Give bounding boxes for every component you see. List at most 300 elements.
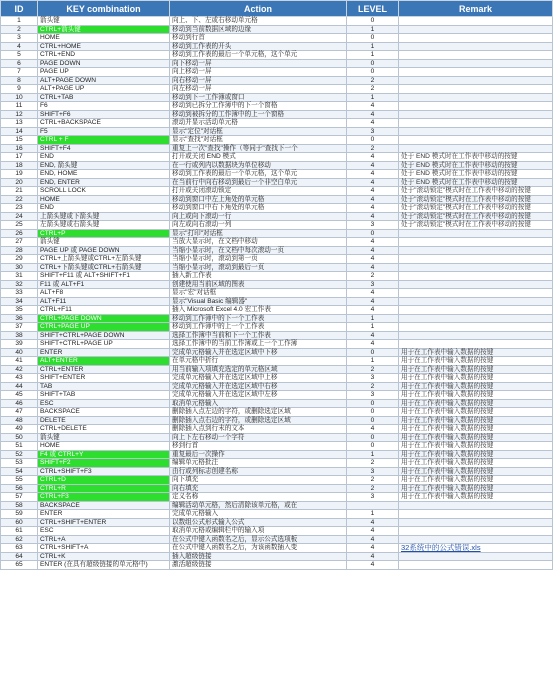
cell-action[interactable]: 在公式中键入函数名之后，显示公式选项板 — [170, 535, 347, 544]
cell-action[interactable]: 完成单元格输入并在选定区域中左移 — [170, 391, 347, 400]
cell-action[interactable]: 移动到工作表的最后一个单元格，这个单元 — [170, 170, 347, 179]
cell-remark[interactable]: 处于"滚动锁定"模式时在工作表中移动的按键 — [399, 204, 553, 213]
cell-remark[interactable] — [399, 306, 553, 315]
cell-remark[interactable] — [399, 102, 553, 111]
cell-id[interactable]: 48 — [1, 416, 38, 425]
cell-remark[interactable]: 用于在工作表中输入数据的按键 — [399, 374, 553, 383]
cell-key-combination[interactable]: ESC — [38, 399, 170, 408]
cell-level[interactable] — [347, 501, 399, 510]
cell-action[interactable]: 移动到工作簿中的下一个工作表 — [170, 314, 347, 323]
cell-key-combination[interactable]: ENTER (在具有超级链接的单元格中) — [38, 561, 170, 570]
cell-key-combination[interactable]: DELETE — [38, 416, 170, 425]
cell-key-combination[interactable]: CTRL + F — [38, 136, 170, 145]
cell-level[interactable]: 4 — [347, 289, 399, 298]
cell-remark[interactable] — [399, 272, 553, 281]
cell-key-combination[interactable]: ENTER — [38, 510, 170, 519]
cell-id[interactable]: 64 — [1, 552, 38, 561]
cell-level[interactable]: 4 — [347, 297, 399, 306]
cell-id[interactable]: 56 — [1, 484, 38, 493]
cell-remark[interactable]: 用于在工作表中输入数据的按键 — [399, 476, 553, 485]
cell-action[interactable]: 向上移动一屏 — [170, 68, 347, 77]
cell-action[interactable]: 向右移动一屏 — [170, 76, 347, 85]
cell-key-combination[interactable]: HOME — [38, 442, 170, 451]
cell-id[interactable]: 58 — [1, 501, 38, 510]
cell-remark[interactable]: 用于在工作表中输入数据的按键 — [399, 450, 553, 459]
cell-id[interactable]: 53 — [1, 459, 38, 468]
header-key-combination[interactable]: KEY combination — [38, 1, 170, 17]
cell-id[interactable]: 33 — [1, 289, 38, 298]
cell-key-combination[interactable]: ALT+ENTER — [38, 357, 170, 366]
cell-remark[interactable]: 用于在工作表中输入数据的按键 — [399, 365, 553, 374]
cell-action[interactable]: 移到行首 — [170, 442, 347, 451]
cell-level[interactable]: 0 — [347, 416, 399, 425]
cell-key-combination[interactable]: END — [38, 153, 170, 162]
cell-key-combination[interactable]: SHIFT+F11 或 ALT+SHIFT+F1 — [38, 272, 170, 281]
cell-key-combination[interactable]: END, ENTER — [38, 178, 170, 187]
cell-id[interactable]: 6 — [1, 59, 38, 68]
cell-action[interactable]: 在公式中键入函数名之后，为该函数插入变 — [170, 544, 347, 553]
cell-remark[interactable]: 用于在工作表中输入数据的按键 — [399, 484, 553, 493]
cell-key-combination[interactable]: END — [38, 204, 170, 213]
cell-id[interactable]: 52 — [1, 450, 38, 459]
cell-level[interactable]: 4 — [347, 161, 399, 170]
cell-level[interactable]: 0 — [347, 348, 399, 357]
cell-remark[interactable] — [399, 68, 553, 77]
cell-key-combination[interactable]: CTRL+上箭头键或CTRL+左箭头键 — [38, 255, 170, 264]
cell-key-combination[interactable]: CTRL+HOME — [38, 42, 170, 51]
cell-level[interactable]: 4 — [347, 212, 399, 221]
cell-level[interactable]: 1 — [347, 25, 399, 34]
cell-action[interactable]: 在当前行中向右移动到最后一个非空白单元 — [170, 178, 347, 187]
cell-id[interactable]: 14 — [1, 127, 38, 136]
cell-level[interactable]: 4 — [347, 110, 399, 119]
cell-action[interactable]: 当缩小显示时，滚动到第一页 — [170, 255, 347, 264]
cell-remark[interactable]: 用于在工作表中输入数据的按键 — [399, 357, 553, 366]
cell-action[interactable]: 移动到当前数据区域的边缘 — [170, 25, 347, 34]
cell-key-combination[interactable]: SHIFT+TAB — [38, 391, 170, 400]
cell-key-combination[interactable]: CTRL+SHIFT+A — [38, 544, 170, 553]
cell-key-combination[interactable]: END, 箭头键 — [38, 161, 170, 170]
cell-remark[interactable] — [399, 110, 553, 119]
cell-remark[interactable] — [399, 561, 553, 570]
cell-id[interactable]: 49 — [1, 425, 38, 434]
cell-level[interactable]: 2 — [347, 365, 399, 374]
cell-level[interactable]: 4 — [347, 306, 399, 315]
cell-id[interactable]: 44 — [1, 382, 38, 391]
cell-key-combination[interactable]: HOME — [38, 34, 170, 43]
cell-key-combination[interactable]: 上箭头键或下箭头键 — [38, 212, 170, 221]
cell-action[interactable]: 向右填充 — [170, 484, 347, 493]
cell-key-combination[interactable]: SHIFT+F6 — [38, 110, 170, 119]
cell-remark[interactable]: 用于在工作表中输入数据的按键 — [399, 416, 553, 425]
cell-level[interactable]: 4 — [347, 544, 399, 553]
cell-id[interactable]: 11 — [1, 102, 38, 111]
cell-level[interactable]: 0 — [347, 442, 399, 451]
header-level[interactable]: LEVEL — [347, 1, 399, 17]
cell-action[interactable]: 向上、下、左或右移动单元格 — [170, 17, 347, 26]
cell-key-combination[interactable]: CTRL+TAB — [38, 93, 170, 102]
cell-level[interactable]: 4 — [347, 340, 399, 349]
cell-key-combination[interactable]: SHIFT+CTRL+PAGE UP — [38, 340, 170, 349]
cell-remark[interactable] — [399, 144, 553, 153]
cell-level[interactable]: 3 — [347, 280, 399, 289]
cell-key-combination[interactable]: END, HOME — [38, 170, 170, 179]
cell-action[interactable]: 当缩小显示时，滚动到最后一页 — [170, 263, 347, 272]
cell-key-combination[interactable]: CTRL+SHIFT+F3 — [38, 467, 170, 476]
cell-key-combination[interactable]: CTRL+ENTER — [38, 365, 170, 374]
cell-level[interactable]: 0 — [347, 433, 399, 442]
cell-id[interactable]: 16 — [1, 144, 38, 153]
cell-remark[interactable]: 用于在工作表中输入数据的按键 — [399, 399, 553, 408]
cell-key-combination[interactable]: F11 或 ALT+F1 — [38, 280, 170, 289]
cell-id[interactable]: 47 — [1, 408, 38, 417]
cell-remark[interactable] — [399, 314, 553, 323]
cell-action[interactable]: 显示"Visual Basic 编辑器" — [170, 297, 347, 306]
cell-action[interactable]: 完成单元格输入并在选定区域中上移 — [170, 374, 347, 383]
cell-action[interactable]: 向上下左右移动一个字符 — [170, 433, 347, 442]
cell-key-combination[interactable]: 箭头键 — [38, 433, 170, 442]
cell-level[interactable]: 4 — [347, 187, 399, 196]
cell-id[interactable]: 20 — [1, 178, 38, 187]
cell-level[interactable]: 2 — [347, 144, 399, 153]
cell-level[interactable]: 2 — [347, 85, 399, 94]
cell-action[interactable]: 完成单元格输入并在选定区域中下移 — [170, 348, 347, 357]
cell-action[interactable]: 当缩小显示时，在文档中每次滚动一页 — [170, 246, 347, 255]
cell-key-combination[interactable]: CTRL+A — [38, 535, 170, 544]
cell-level[interactable]: 0 — [347, 68, 399, 77]
cell-action[interactable]: 向左移动一屏 — [170, 85, 347, 94]
cell-level[interactable]: 2 — [347, 272, 399, 281]
cell-key-combination[interactable]: CTRL+END — [38, 51, 170, 60]
cell-level[interactable]: 4 — [347, 527, 399, 536]
cell-key-combination[interactable]: ALT+F8 — [38, 289, 170, 298]
cell-key-combination[interactable]: SHIFT+CTRL+PAGE DOWN — [38, 331, 170, 340]
cell-id[interactable]: 8 — [1, 76, 38, 85]
cell-level[interactable]: 0 — [347, 136, 399, 145]
cell-id[interactable]: 31 — [1, 272, 38, 281]
cell-remark[interactable]: 用于在工作表中输入数据的按键 — [399, 459, 553, 468]
cell-action[interactable]: 插入超级链接 — [170, 552, 347, 561]
cell-key-combination[interactable]: CTRL+D — [38, 476, 170, 485]
cell-remark[interactable] — [399, 246, 553, 255]
cell-key-combination[interactable]: PAGE UP — [38, 68, 170, 77]
cell-remark[interactable]: 用于在工作表中输入数据的按键 — [399, 433, 553, 442]
cell-key-combination[interactable]: CTRL+R — [38, 484, 170, 493]
cell-level[interactable]: 4 — [347, 119, 399, 128]
cell-key-combination[interactable]: HOME — [38, 195, 170, 204]
cell-key-combination[interactable]: CTRL+PAGE UP — [38, 323, 170, 332]
cell-id[interactable]: 65 — [1, 561, 38, 570]
cell-key-combination[interactable]: CTRL+F3 — [38, 493, 170, 502]
cell-action[interactable]: 在单元格中折行 — [170, 357, 347, 366]
cell-key-combination[interactable]: CTRL+PAGE DOWN — [38, 314, 170, 323]
cell-level[interactable]: 0 — [347, 229, 399, 238]
cell-key-combination[interactable]: CTRL+箭头键 — [38, 25, 170, 34]
cell-id[interactable]: 2 — [1, 25, 38, 34]
cell-id[interactable]: 12 — [1, 110, 38, 119]
cell-id[interactable]: 63 — [1, 544, 38, 553]
cell-id[interactable]: 24 — [1, 212, 38, 221]
cell-remark[interactable] — [399, 510, 553, 519]
cell-action[interactable]: 向下填充 — [170, 476, 347, 485]
cell-action[interactable]: 显示"宏"对话框 — [170, 289, 347, 298]
cell-action[interactable]: 插入 Microsoft Excel 4.0 宏工作表 — [170, 306, 347, 315]
cell-action[interactable]: 重复上一次"查找"操作（等同于"查找下一个 — [170, 144, 347, 153]
cell-remark[interactable]: 处于 END 模式时在工作表中移动的按键 — [399, 170, 553, 179]
cell-id[interactable]: 3 — [1, 34, 38, 43]
cell-action[interactable]: 移动到窗口中左上角处的单元格 — [170, 195, 347, 204]
cell-action[interactable]: 打开或关闭滚动锁定 — [170, 187, 347, 196]
cell-level[interactable]: 4 — [347, 331, 399, 340]
cell-id[interactable]: 51 — [1, 442, 38, 451]
cell-id[interactable]: 9 — [1, 85, 38, 94]
cell-remark[interactable] — [399, 280, 553, 289]
cell-remark[interactable]: 用于在工作表中输入数据的按键 — [399, 425, 553, 434]
cell-id[interactable]: 18 — [1, 161, 38, 170]
cell-level[interactable]: 4 — [347, 263, 399, 272]
cell-id[interactable]: 32 — [1, 280, 38, 289]
cell-action[interactable]: 显示"查找"对话框 — [170, 136, 347, 145]
cell-level[interactable]: 4 — [347, 246, 399, 255]
cell-action[interactable]: 重复最后一次操作 — [170, 450, 347, 459]
cell-key-combination[interactable]: F6 — [38, 102, 170, 111]
cell-remark[interactable]: 用于在工作表中输入数据的按键 — [399, 391, 553, 400]
cell-key-combination[interactable]: ALT+PAGE UP — [38, 85, 170, 94]
cell-level[interactable]: 4 — [347, 561, 399, 570]
cell-remark[interactable] — [399, 297, 553, 306]
cell-action[interactable]: 向上或向下滚动一行 — [170, 212, 347, 221]
cell-action[interactable]: 取消单元格输入 — [170, 399, 347, 408]
cell-level[interactable]: 4 — [347, 102, 399, 111]
cell-remark[interactable]: 用于在工作表中输入数据的按键 — [399, 348, 553, 357]
cell-level[interactable]: 4 — [347, 552, 399, 561]
cell-action[interactable]: 移动到工作表的开头 — [170, 42, 347, 51]
cell-id[interactable]: 28 — [1, 246, 38, 255]
cell-remark[interactable] — [399, 59, 553, 68]
cell-key-combination[interactable]: CTRL+DELETE — [38, 425, 170, 434]
cell-id[interactable]: 13 — [1, 119, 38, 128]
cell-level[interactable]: 0 — [347, 399, 399, 408]
cell-level[interactable]: 2 — [347, 76, 399, 85]
cell-remark[interactable]: 处于"滚动锁定"模式时在工作表中移动的按键 — [399, 195, 553, 204]
cell-remark[interactable]: 用于在工作表中输入数据的按键 — [399, 467, 553, 476]
cell-remark[interactable] — [399, 552, 553, 561]
cell-id[interactable]: 61 — [1, 527, 38, 536]
cell-action[interactable]: 删除插入点到行末的文本 — [170, 425, 347, 434]
cell-id[interactable]: 57 — [1, 493, 38, 502]
cell-id[interactable]: 59 — [1, 510, 38, 519]
cell-id[interactable]: 35 — [1, 306, 38, 315]
cell-key-combination[interactable]: ALT+F11 — [38, 297, 170, 306]
cell-id[interactable]: 42 — [1, 365, 38, 374]
cell-id[interactable]: 19 — [1, 170, 38, 179]
cell-key-combination[interactable]: CTRL+下箭头键或CTRL+右箭头键 — [38, 263, 170, 272]
cell-action[interactable]: 完成单元格输入 — [170, 510, 347, 519]
cell-action[interactable]: 编辑活动单元格，然后清除该单元格，或在 — [170, 501, 347, 510]
cell-action[interactable]: 激活超级链接 — [170, 561, 347, 570]
cell-action[interactable]: 选择工作簿中的当前工作簿或上一个工作簿 — [170, 340, 347, 349]
cell-action[interactable]: 取消单元格或编辑栏中的输入项 — [170, 527, 347, 536]
cell-id[interactable]: 29 — [1, 255, 38, 264]
cell-id[interactable]: 22 — [1, 195, 38, 204]
cell-level[interactable]: 4 — [347, 153, 399, 162]
cell-id[interactable]: 21 — [1, 187, 38, 196]
cell-remark[interactable]: 处于 END 模式时在工作表中移动的按键 — [399, 153, 553, 162]
cell-key-combination[interactable]: 左箭头键或右箭头键 — [38, 221, 170, 230]
cell-key-combination[interactable]: SHIFT+F4 — [38, 144, 170, 153]
cell-key-combination[interactable]: CTRL+F11 — [38, 306, 170, 315]
cell-key-combination[interactable]: TAB — [38, 382, 170, 391]
cell-key-combination[interactable]: PAGE UP 或 PAGE DOWN — [38, 246, 170, 255]
cell-remark[interactable]: 处于 END 模式时在工作表中移动的按键 — [399, 161, 553, 170]
cell-remark[interactable]: 处于"滚动锁定"模式时在工作表中移动的按键 — [399, 221, 553, 230]
cell-id[interactable]: 50 — [1, 433, 38, 442]
cell-id[interactable]: 17 — [1, 153, 38, 162]
cell-level[interactable]: 2 — [347, 382, 399, 391]
cell-id[interactable]: 40 — [1, 348, 38, 357]
cell-remark[interactable]: 处于 END 模式时在工作表中移动的按键 — [399, 178, 553, 187]
cell-level[interactable]: 2 — [347, 459, 399, 468]
cell-remark[interactable] — [399, 323, 553, 332]
cell-level[interactable]: 1 — [347, 93, 399, 102]
cell-action[interactable]: 插入新工作表 — [170, 272, 347, 281]
cell-key-combination[interactable]: F5 — [38, 127, 170, 136]
cell-remark[interactable] — [399, 34, 553, 43]
cell-action[interactable]: 在一行或列内以数据块为单位移动 — [170, 161, 347, 170]
cell-remark[interactable] — [399, 76, 553, 85]
cell-remark[interactable] — [399, 263, 553, 272]
cell-level[interactable]: 4 — [347, 170, 399, 179]
cell-id[interactable]: 62 — [1, 535, 38, 544]
cell-id[interactable]: 38 — [1, 331, 38, 340]
cell-key-combination[interactable]: 箭头键 — [38, 17, 170, 26]
cell-remark[interactable] — [399, 229, 553, 238]
header-id[interactable]: ID — [1, 1, 38, 17]
cell-id[interactable]: 26 — [1, 229, 38, 238]
cell-id[interactable]: 27 — [1, 238, 38, 247]
cell-level[interactable]: 1 — [347, 314, 399, 323]
cell-key-combination[interactable]: ALT+PAGE DOWN — [38, 76, 170, 85]
cell-id[interactable]: 43 — [1, 374, 38, 383]
cell-action[interactable]: 滚动并显示活动单元格 — [170, 119, 347, 128]
cell-remark[interactable]: 用于在工作表中输入数据的按键 — [399, 408, 553, 417]
cell-key-combination[interactable]: 箭头键 — [38, 238, 170, 247]
cell-action[interactable]: 向左或向右滚动一列 — [170, 221, 347, 230]
cell-action[interactable]: 移动到行首 — [170, 34, 347, 43]
cell-remark[interactable] — [399, 255, 553, 264]
cell-level[interactable]: 1 — [347, 450, 399, 459]
cell-id[interactable]: 25 — [1, 221, 38, 230]
cell-key-combination[interactable]: PAGE DOWN — [38, 59, 170, 68]
cell-action[interactable]: 移动到工作表的最后一个单元格，这个单元 — [170, 51, 347, 60]
cell-remark[interactable] — [399, 136, 553, 145]
cell-level[interactable]: 4 — [347, 255, 399, 264]
cell-id[interactable]: 46 — [1, 399, 38, 408]
cell-level[interactable]: 4 — [347, 238, 399, 247]
cell-key-combination[interactable]: CTRL+SHIFT+ENTER — [38, 518, 170, 527]
cell-key-combination[interactable]: SCROLL LOCK — [38, 187, 170, 196]
cell-remark[interactable] — [399, 340, 553, 349]
cell-remark[interactable]: 处于"滚动锁定"模式时在工作表中移动的按键 — [399, 187, 553, 196]
cell-level[interactable]: 4 — [347, 425, 399, 434]
cell-level[interactable]: 1 — [347, 51, 399, 60]
cell-level[interactable]: 4 — [347, 178, 399, 187]
cell-level[interactable]: 3 — [347, 374, 399, 383]
cell-action[interactable]: 打开或关闭 END 模式 — [170, 153, 347, 162]
cell-remark[interactable] — [399, 238, 553, 247]
cell-remark[interactable] — [399, 501, 553, 510]
cell-action[interactable]: 当放大显示时，在文档中移动 — [170, 238, 347, 247]
cell-key-combination[interactable]: CTRL+BACKSPACE — [38, 119, 170, 128]
cell-level[interactable]: 0 — [347, 59, 399, 68]
cell-key-combination[interactable]: SHIFT+F2 — [38, 459, 170, 468]
cell-remark[interactable] — [399, 331, 553, 340]
cell-id[interactable]: 37 — [1, 323, 38, 332]
cell-key-combination[interactable]: BACKSPACE — [38, 408, 170, 417]
cell-remark[interactable] — [399, 527, 553, 536]
cell-action[interactable]: 显示"定位"对话框 — [170, 127, 347, 136]
cell-remark[interactable] — [399, 289, 553, 298]
cell-level[interactable]: 3 — [347, 127, 399, 136]
cell-action[interactable]: 删除插入点右边的字符，或删除选定区域 — [170, 416, 347, 425]
cell-level[interactable]: 4 — [347, 535, 399, 544]
cell-action[interactable]: 完成单元格输入并在选定区域中右移 — [170, 382, 347, 391]
cell-action[interactable]: 移动到窗口中右下角处的单元格 — [170, 204, 347, 213]
cell-remark[interactable] — [399, 85, 553, 94]
cell-level[interactable]: 0 — [347, 408, 399, 417]
cell-action[interactable]: 以数组公式形式输入公式 — [170, 518, 347, 527]
cell-level[interactable]: 1 — [347, 323, 399, 332]
cell-remark[interactable] — [399, 93, 553, 102]
cell-action[interactable]: 移动到已拆分工作簿中的下一个窗格 — [170, 102, 347, 111]
cell-remark-link[interactable]: 32系统中的公式错误.xls — [399, 544, 553, 553]
cell-id[interactable]: 36 — [1, 314, 38, 323]
header-action[interactable]: Action — [170, 1, 347, 17]
cell-level[interactable]: 1 — [347, 357, 399, 366]
cell-level[interactable]: 1 — [347, 510, 399, 519]
cell-remark[interactable] — [399, 119, 553, 128]
cell-level[interactable]: 3 — [347, 467, 399, 476]
cell-level[interactable]: 2 — [347, 476, 399, 485]
cell-id[interactable]: 60 — [1, 518, 38, 527]
cell-action[interactable]: 移动到工作簿中的上一个工作表 — [170, 323, 347, 332]
cell-action[interactable]: 显示"打印"对话框 — [170, 229, 347, 238]
cell-level[interactable]: 1 — [347, 42, 399, 51]
cell-level[interactable]: 0 — [347, 17, 399, 26]
header-remark[interactable]: Remark — [399, 1, 553, 17]
cell-remark[interactable] — [399, 17, 553, 26]
cell-key-combination[interactable]: ESC — [38, 527, 170, 536]
cell-id[interactable]: 4 — [1, 42, 38, 51]
cell-remark[interactable]: 用于在工作表中输入数据的按键 — [399, 493, 553, 502]
cell-action[interactable]: 由行或列标志创建名称 — [170, 467, 347, 476]
cell-action[interactable]: 用当前输入项填充选定的单元格区域 — [170, 365, 347, 374]
cell-action[interactable]: 创建使用当前区域的图表 — [170, 280, 347, 289]
cell-remark[interactable] — [399, 127, 553, 136]
cell-remark[interactable] — [399, 42, 553, 51]
cell-action[interactable]: 定义名称 — [170, 493, 347, 502]
cell-level[interactable]: 3 — [347, 221, 399, 230]
cell-remark[interactable]: 用于在工作表中输入数据的按键 — [399, 382, 553, 391]
cell-key-combination[interactable]: CTRL+K — [38, 552, 170, 561]
cell-level[interactable]: 0 — [347, 34, 399, 43]
cell-id[interactable]: 39 — [1, 340, 38, 349]
cell-id[interactable]: 7 — [1, 68, 38, 77]
cell-id[interactable]: 54 — [1, 467, 38, 476]
cell-action[interactable]: 移动到下一工作簿或窗口 — [170, 93, 347, 102]
cell-remark[interactable] — [399, 25, 553, 34]
cell-action[interactable]: 向下移动一屏 — [170, 59, 347, 68]
